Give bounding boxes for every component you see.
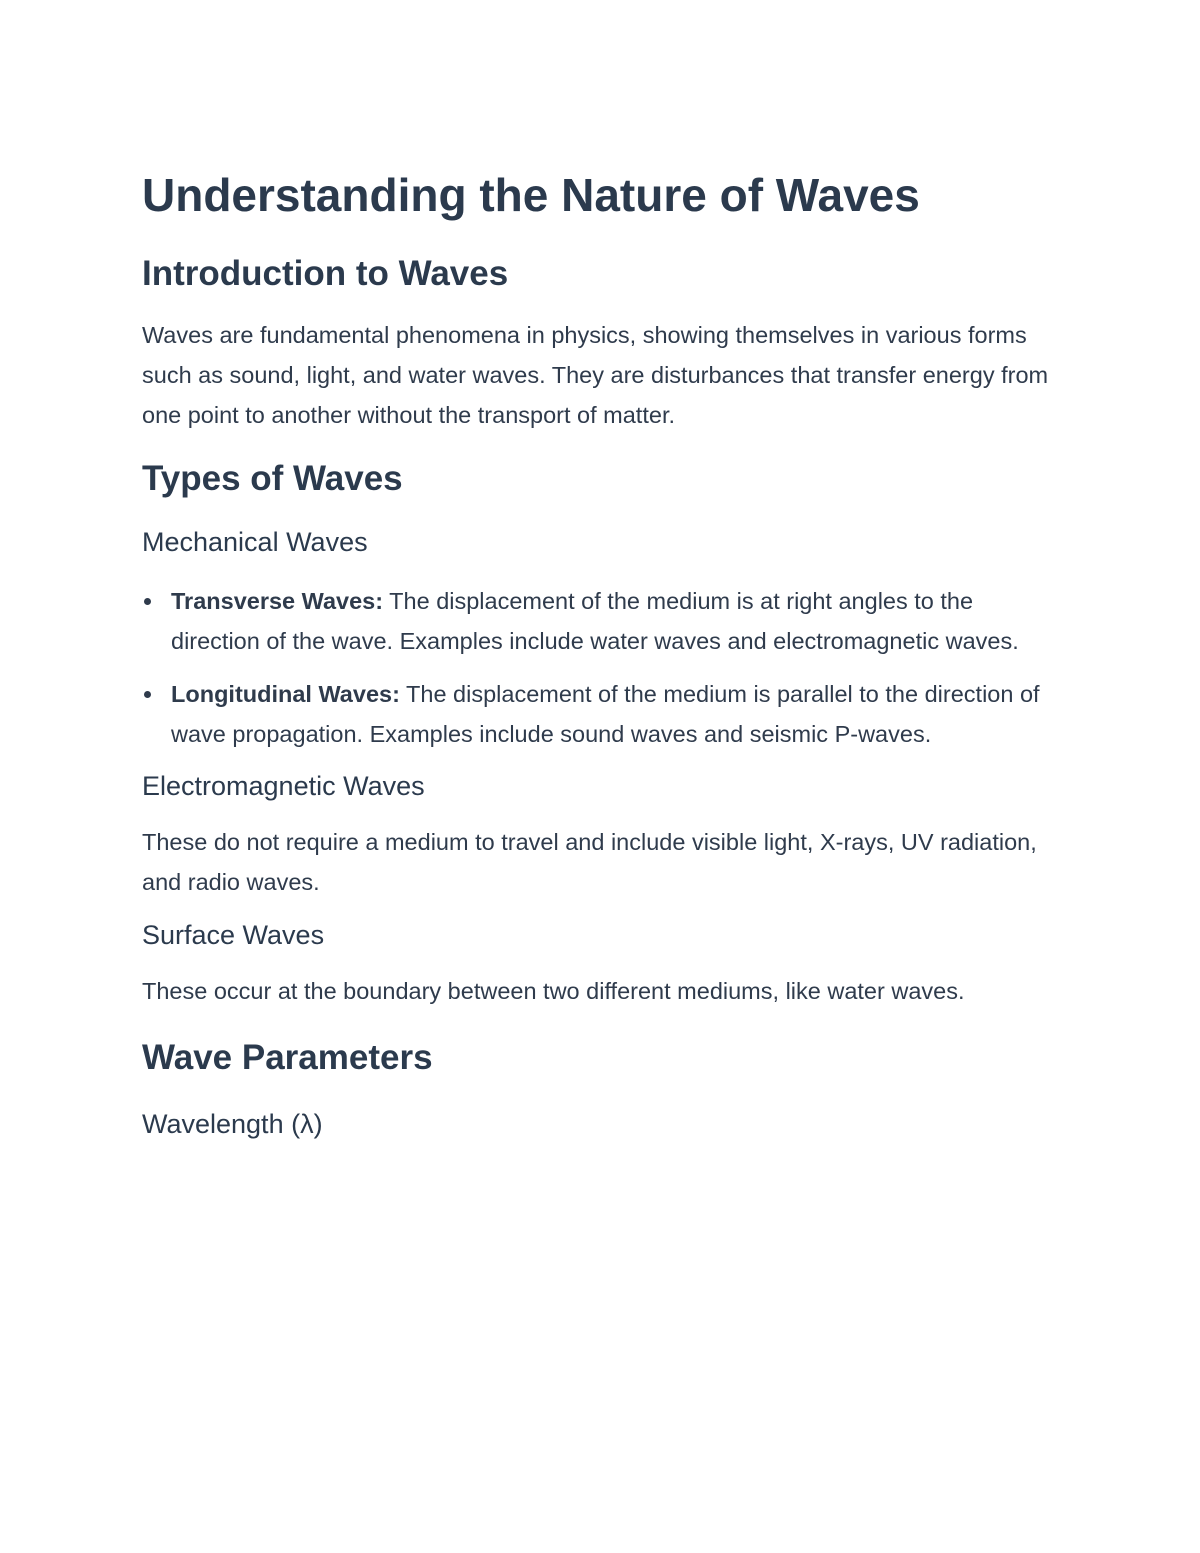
list-item-term: Transverse Waves:: [171, 588, 384, 614]
bullet-icon: [144, 598, 151, 605]
document-page: [142, 165, 1062, 1142]
subsection-heading-wavelength: Wavelength (λ): [142, 1109, 323, 1139]
surface-paragraph: These occur at the boundary between two different mediums, like water waves.: [142, 978, 965, 1004]
introduction-paragraph: Waves are fundamental phenomena in physics, showing themselves in various forms such as sound, light, and water waves. They are disturbances that transfer energy from one point to another without the transport of matter.: [142, 322, 1049, 428]
section-heading-types: Types of Waves: [142, 459, 403, 498]
section-heading-introduction: Introduction to Waves: [142, 254, 509, 293]
list-item: [142, 581, 1062, 661]
document-title: Understanding the Nature of Waves: [142, 169, 920, 221]
mechanical-waves-list: [142, 581, 1062, 754]
section-heading-parameters: Wave Parameters: [142, 1038, 433, 1077]
list-item-text: The displacement of the medium is parallel to the direction of wave propagation. Examples include sound waves and seismic P-waves.: [171, 681, 1040, 747]
electromagnetic-paragraph: These do not require a medium to travel and include visible light, X-rays, UV radiation, and radio waves.: [142, 829, 1037, 895]
subsection-heading-electromagnetic: Electromagnetic Waves: [142, 771, 425, 801]
bullet-icon: [144, 691, 151, 698]
list-item: [142, 674, 1062, 754]
subsection-heading-mechanical: Mechanical Waves: [142, 527, 368, 557]
list-item-text: The displacement of the medium is at right angles to the direction of the wave. Examples include water waves and electromagnetic waves.: [171, 588, 1019, 654]
list-item-term: Longitudinal Waves:: [171, 681, 400, 707]
subsection-heading-surface: Surface Waves: [142, 920, 325, 950]
